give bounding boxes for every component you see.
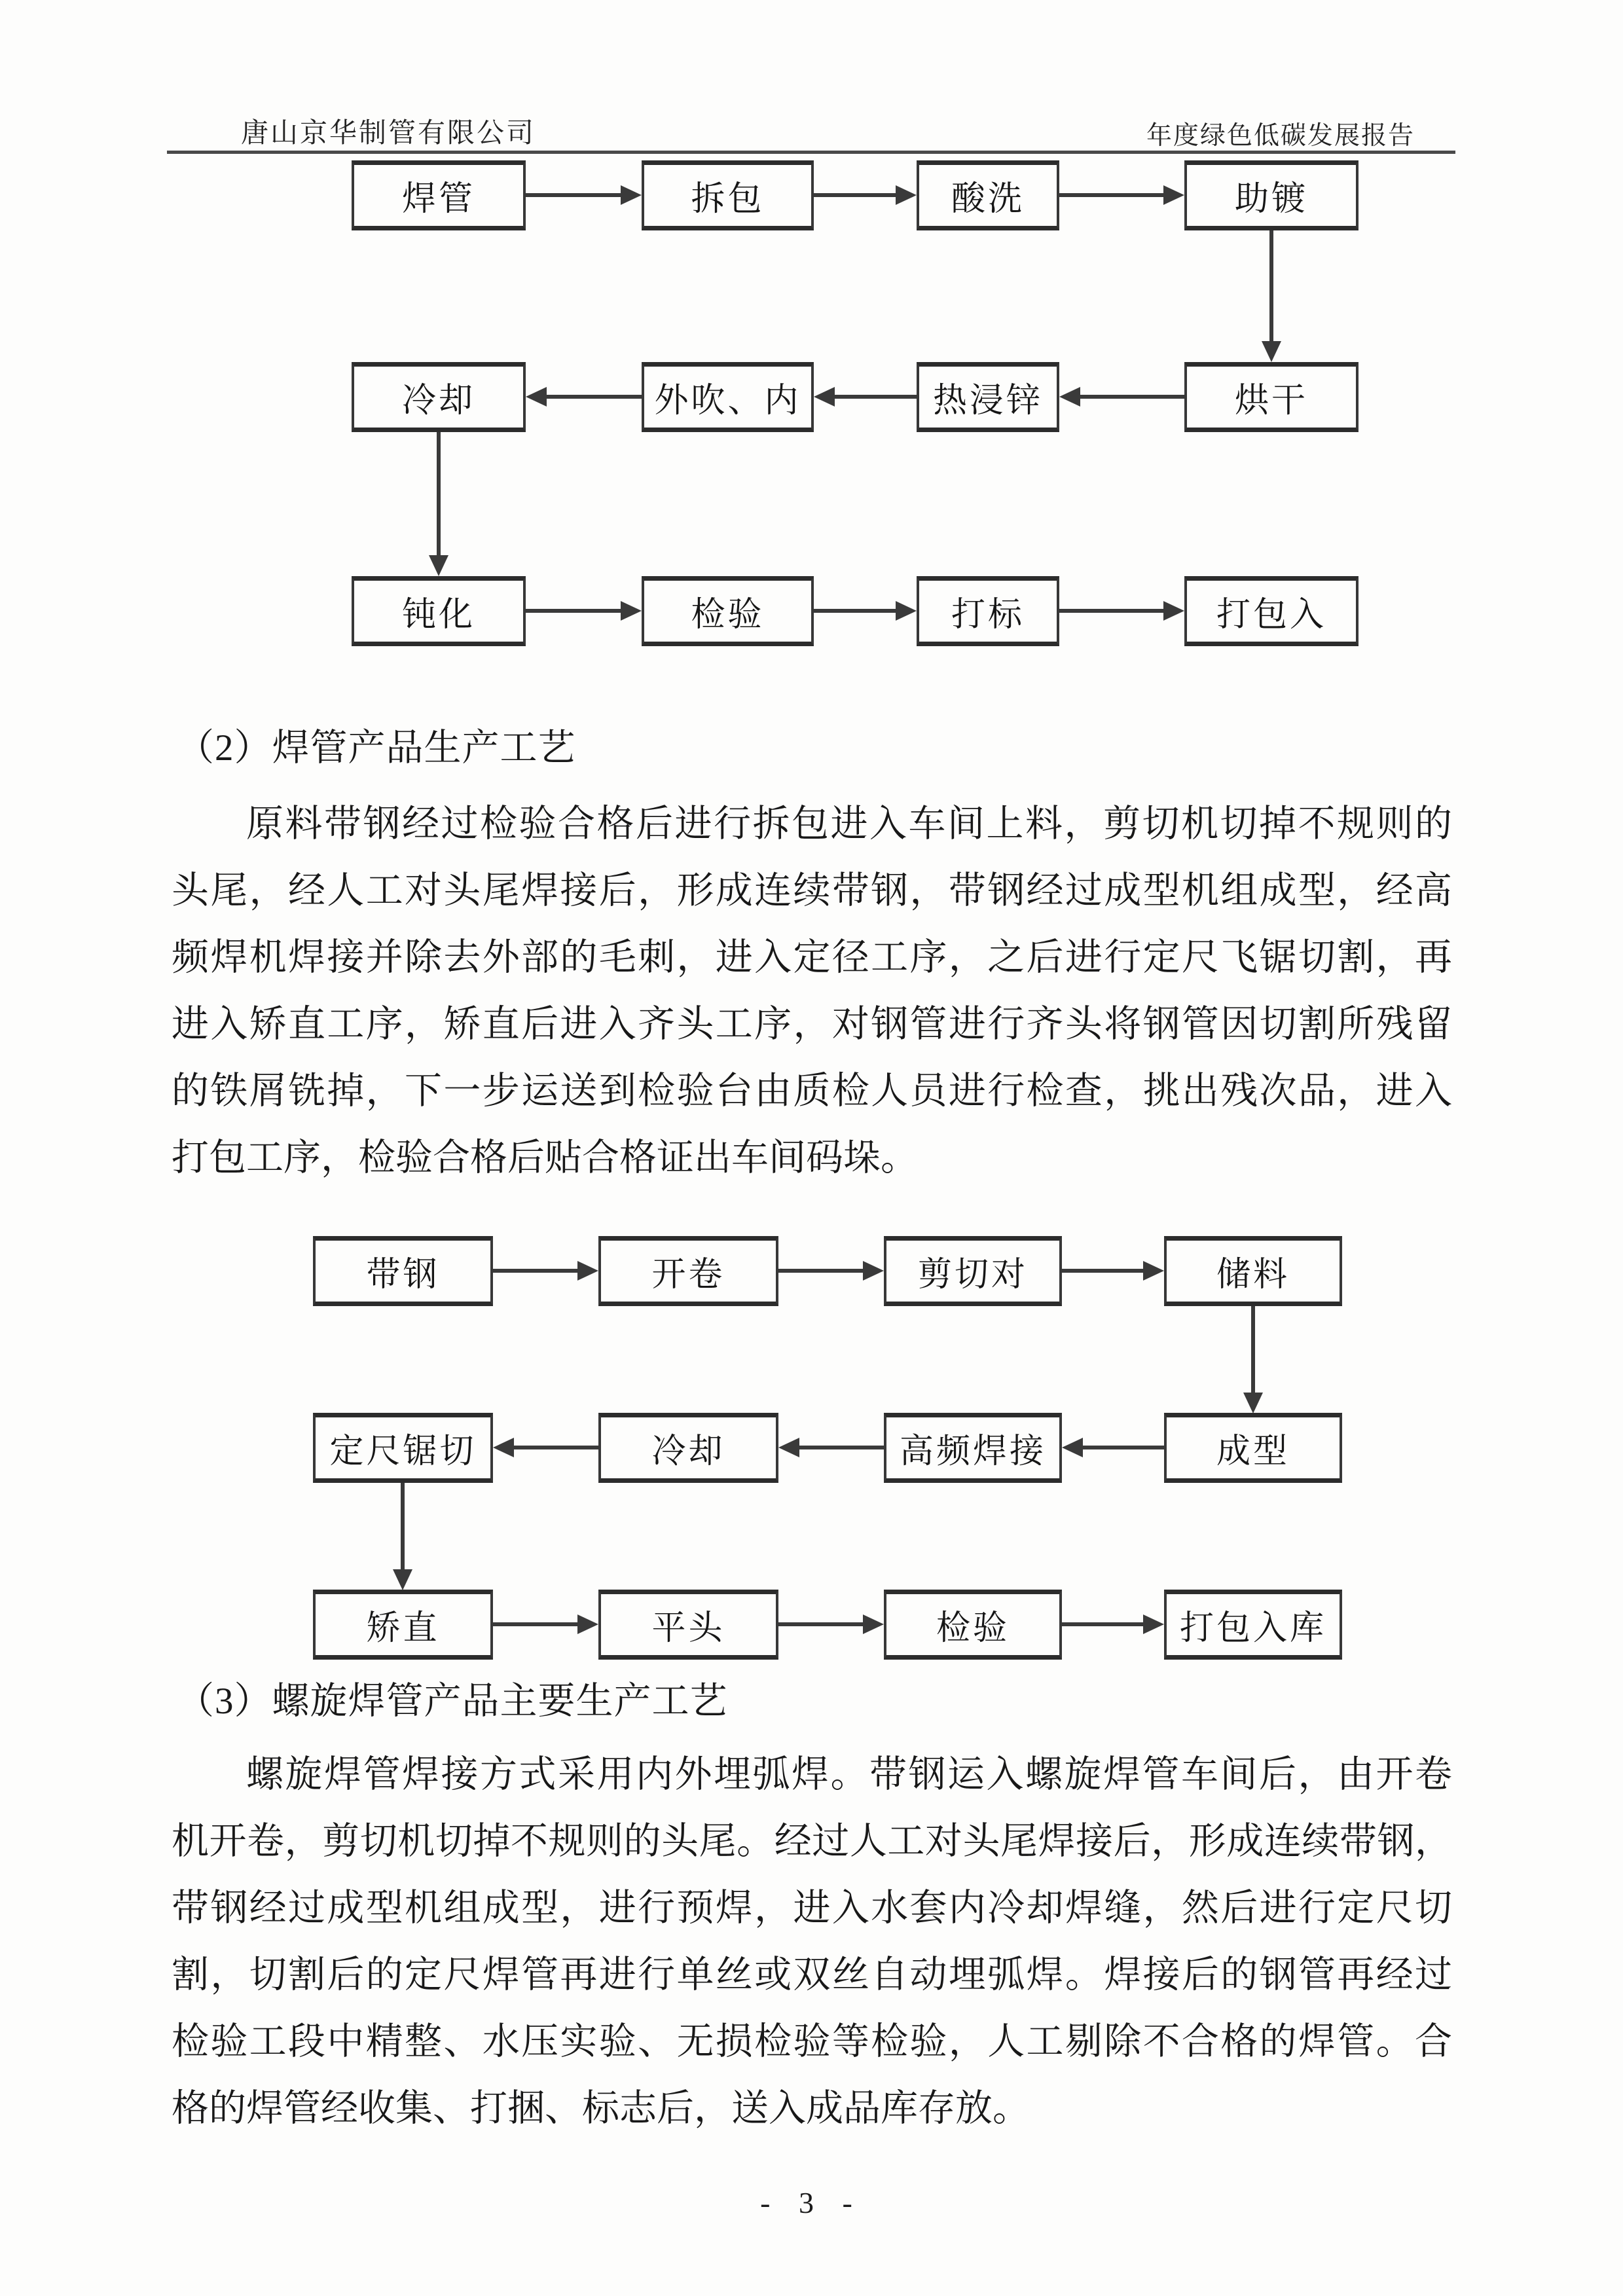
arrow-left-icon (778, 1438, 799, 1457)
arrow-right-icon (577, 1614, 598, 1634)
paragraph-line: 打包工序，检验合格后贴合格证出车间码垛。 (172, 1137, 918, 1178)
fc2-box-cooling: 冷却 (598, 1413, 778, 1483)
fc2-box-inspection: 检验 (884, 1590, 1062, 1660)
paragraph-line: 螺旋焊管焊接方式采用内外埋弧焊。带钢运入螺旋焊管车间后，由开卷 (246, 1754, 1452, 1795)
fc2-box-shear-butt: 剪切对 (884, 1236, 1062, 1306)
fc2-box-strip-steel: 带钢 (313, 1236, 493, 1306)
arrow-right-icon (1143, 1261, 1164, 1281)
arrow-right-icon (863, 1614, 884, 1634)
arrow-right-icon (863, 1261, 884, 1281)
flow-line (778, 1622, 863, 1626)
page-number: - 3 - (760, 2186, 863, 2219)
paragraph-line: 带钢经过成型机组成型，进行预焊，进入水套内冷却焊缝，然后进行定尺切 (172, 1887, 1452, 1929)
arrow-left-icon (1059, 387, 1080, 407)
flow-line (437, 432, 441, 555)
fc1-box-packing: 打包入 (1184, 576, 1359, 646)
fc1-box-hot-dip-galv: 热浸锌 (917, 362, 1059, 432)
flow-line (835, 395, 917, 399)
fc2-box-hf-welding: 高频焊接 (884, 1413, 1062, 1483)
fc2-box-uncoiling: 开卷 (598, 1236, 778, 1306)
fc2-box-straightening: 矫直 (313, 1590, 493, 1660)
section3-heading: （3）螺旋焊管产品主要生产工艺 (177, 1681, 728, 1722)
arrow-left-icon (526, 387, 547, 407)
flow-line (493, 1269, 577, 1273)
fc1-box-cooling: 冷却 (352, 362, 526, 432)
fc1-box-ext-int-blow: 外吹、内 (642, 362, 814, 432)
fc1-box-marking: 打标 (917, 576, 1059, 646)
fc1-box-passivation: 钝化 (352, 576, 526, 646)
arrow-left-icon (814, 387, 835, 407)
arrow-down-icon (429, 555, 448, 576)
paragraph-line: 频焊机焊接并除去外部的毛刺，进入定径工序，之后进行定尺飞锯切割，再 (172, 937, 1452, 978)
arrow-right-icon (577, 1261, 598, 1281)
flow-line (1251, 1306, 1255, 1393)
flow-line (799, 1446, 884, 1449)
fc1-box-drying: 烘干 (1184, 362, 1359, 432)
arrow-right-icon (1163, 601, 1184, 621)
header-rule (167, 151, 1455, 154)
flow-line (526, 609, 621, 613)
paragraph-line: 进入矫直工序，矫直后进入齐头工序，对钢管进行齐头将钢管因切割所残留 (172, 1004, 1452, 1045)
flow-line (1269, 230, 1273, 341)
flow-line (547, 395, 642, 399)
paragraph-line: 的铁屑铣掉，下一步运送到检验台由质检人员进行检查，挑出残次品，进入 (172, 1070, 1452, 1112)
flow-line (526, 193, 621, 197)
flow-line (401, 1483, 405, 1570)
header-company-name: 唐山京华制管有限公司 (241, 118, 536, 149)
arrow-right-icon (896, 185, 917, 205)
fc1-box-fluxing: 助镀 (1184, 160, 1359, 230)
flow-line (514, 1446, 598, 1449)
arrow-down-icon (1243, 1393, 1263, 1413)
paragraph-line: 检验工段中精整、水压实验、无损检验等检验，人工剔除不合格的焊管。合 (172, 2021, 1452, 2062)
fc2-box-forming: 成型 (1164, 1413, 1342, 1483)
arrow-right-icon (621, 185, 642, 205)
fc1-box-inspection: 检验 (642, 576, 814, 646)
arrow-right-icon (1163, 185, 1184, 205)
paragraph-line: 割，切割后的定尺焊管再进行单丝或双丝自动埋弧焊。焊接后的钢管再经过 (172, 1954, 1452, 1995)
paragraph-line: 格的焊管经收集、打捆、标志后，送入成品库存放。 (172, 2088, 1030, 2129)
flow-line (1080, 395, 1184, 399)
flow-line (1059, 193, 1163, 197)
flow-line (1062, 1269, 1143, 1273)
section2-heading: （2）焊管产品生产工艺 (177, 727, 576, 769)
fc1-box-pickling: 酸洗 (917, 160, 1059, 230)
flow-line (814, 193, 896, 197)
arrow-down-icon (393, 1569, 412, 1590)
section2-paragraph (172, 791, 1452, 1192)
flow-line (778, 1269, 863, 1273)
fc2-box-cut-to-length-saw: 定尺锯切 (313, 1413, 493, 1483)
arrow-right-icon (621, 601, 642, 621)
header-report-title: 年度绿色低碳发展报告 (1146, 122, 1415, 150)
fc1-box-welded-pipe: 焊管 (352, 160, 526, 230)
paragraph-line: 机开卷，剪切机切掉不规则的头尾。经过人工对头尾焊接后，形成连续带钢， (172, 1821, 1452, 1862)
paragraph-line: 头尾，经人工对头尾焊接后，形成连续带钢，带钢经过成型机组成型，经高 (172, 870, 1452, 911)
arrow-left-icon (1062, 1438, 1083, 1457)
fc1-box-unpack: 拆包 (642, 160, 814, 230)
paragraph-line: 原料带钢经过检验合格后进行拆包进入车间上料，剪切机切掉不规则的 (246, 803, 1452, 845)
arrow-left-icon (493, 1438, 514, 1457)
fc2-box-pack-store: 打包入库 (1164, 1590, 1342, 1660)
fc2-box-storage: 储料 (1164, 1236, 1342, 1306)
flow-line (493, 1622, 577, 1626)
flow-line (1083, 1446, 1164, 1449)
flow-line (814, 609, 896, 613)
flow-line (1062, 1622, 1143, 1626)
arrow-right-icon (896, 601, 917, 621)
section3-paragraph (172, 1741, 1452, 2142)
fc2-box-flattening: 平头 (598, 1590, 778, 1660)
arrow-down-icon (1262, 341, 1281, 362)
arrow-right-icon (1143, 1614, 1164, 1634)
flow-line (1059, 609, 1163, 613)
